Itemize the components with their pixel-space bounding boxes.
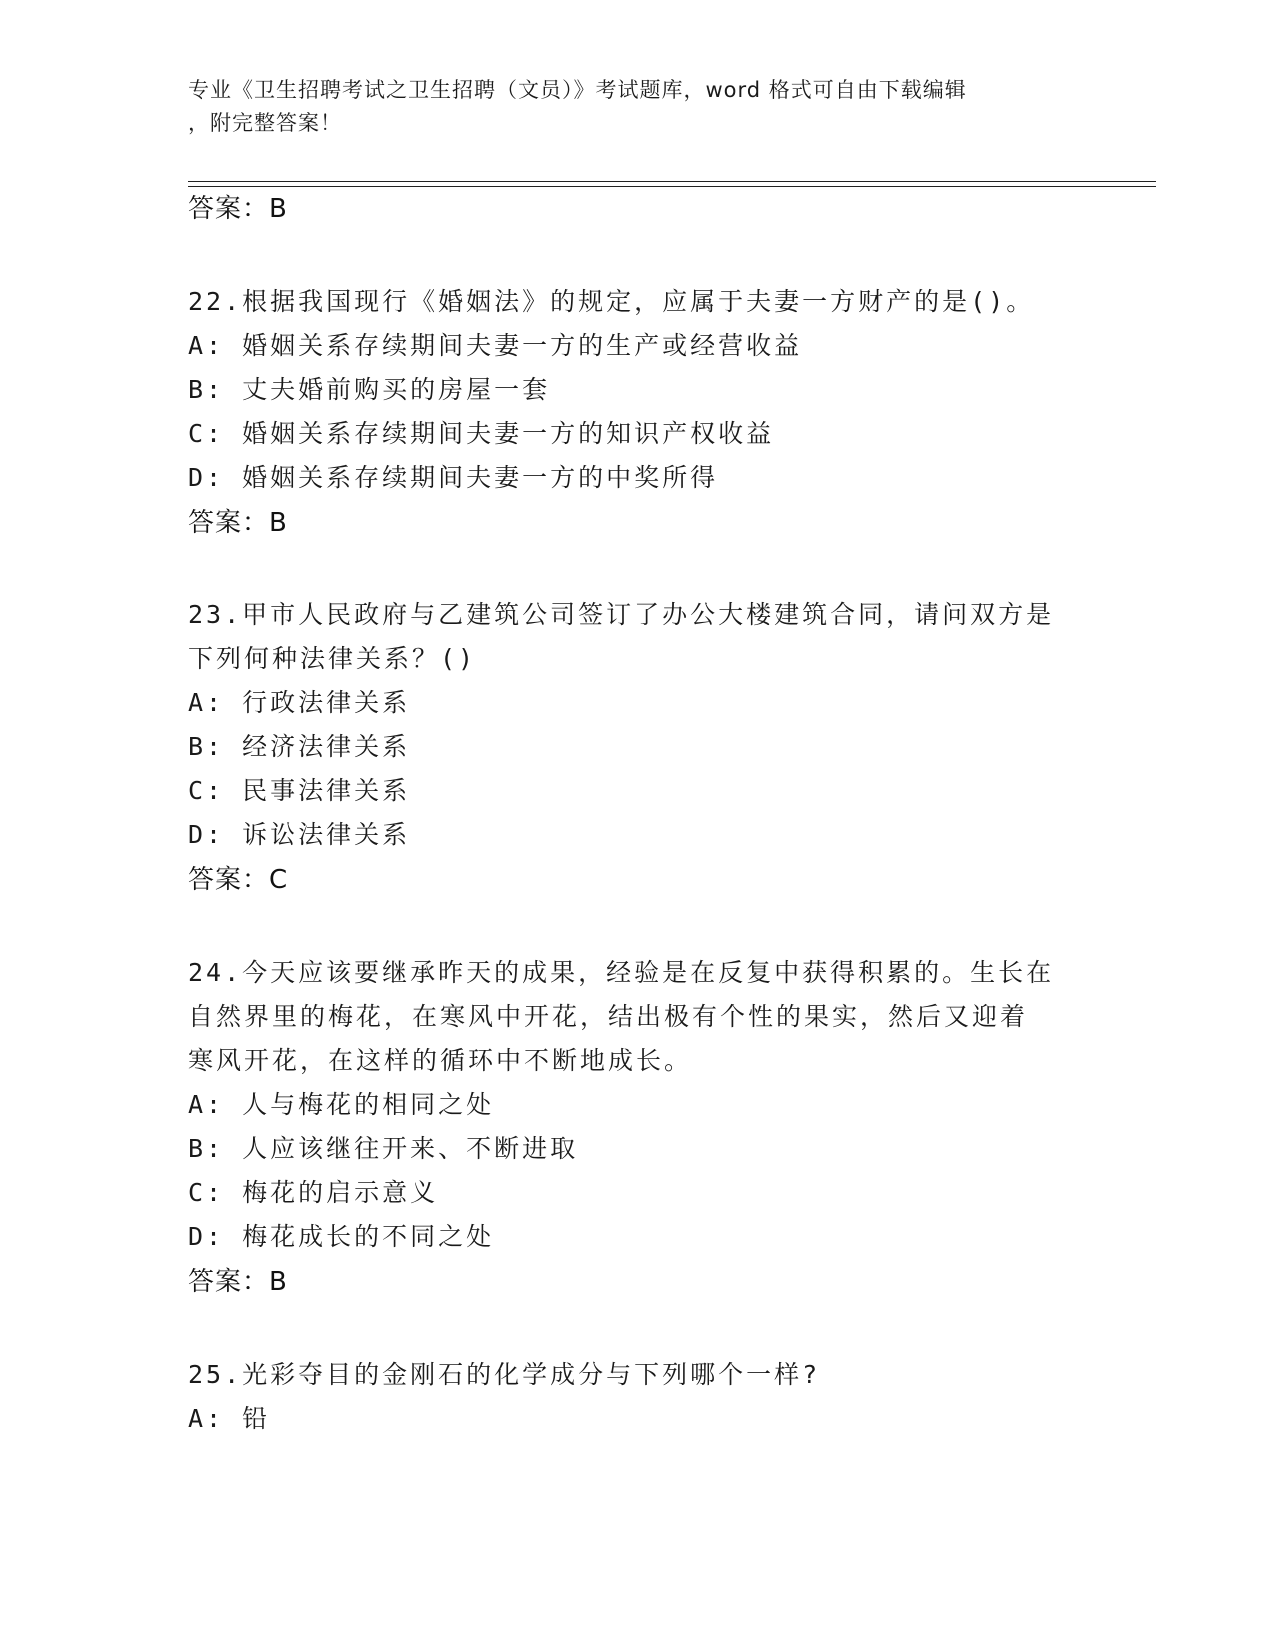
question-24-option-b: B: 人应该继往开来、不断进取 — [188, 1134, 579, 1163]
question-23-option-b: B: 经济法律关系 — [188, 732, 411, 761]
question-23-answer: 答案：C — [188, 865, 289, 895]
question-25-stem: 25.光彩夺目的金刚石的化学成分与下列哪个一样? — [188, 1360, 821, 1389]
previous-answer: 答案：B — [188, 194, 288, 224]
question-22-stem: 22.根据我国现行《婚姻法》的规定，应属于夫妻一方财产的是()。 — [188, 287, 1035, 316]
question-22-option-a: A: 婚姻关系存续期间夫妻一方的生产或经营收益 — [188, 331, 803, 360]
question-22-answer: 答案：B — [188, 508, 288, 538]
question-24-stem-line-3: 寒风开花，在这样的循环中不断地成长。 — [188, 1046, 693, 1075]
question-23-option-d: D: 诉讼法律关系 — [188, 820, 411, 849]
question-24-stem-line-1: 24.今天应该要继承昨天的成果，经验是在反复中获得积累的。生长在 — [188, 958, 1055, 987]
question-23-stem-line-1: 23.甲市人民政府与乙建筑公司签订了办公大楼建筑合同，请问双方是 — [188, 600, 1055, 629]
header-line-2: ，附完整答案！ — [188, 111, 342, 135]
header-divider-top — [188, 181, 1156, 182]
question-25-option-a: A: 铅 — [188, 1404, 271, 1433]
question-22-option-b: B: 丈夫婚前购买的房屋一套 — [188, 375, 551, 404]
question-24-option-a: A: 人与梅花的相同之处 — [188, 1090, 495, 1119]
header-divider-bottom — [188, 186, 1156, 187]
document-header-note — [188, 74, 1088, 140]
question-24-option-d: D: 梅花成长的不同之处 — [188, 1222, 495, 1251]
header-line-1: 专业《卫生招聘考试之卫生招聘（文员）》考试题库，word 格式可自由下载编辑 — [188, 78, 967, 102]
question-24-option-c: C: 梅花的启示意义 — [188, 1178, 439, 1207]
question-24-stem-line-2: 自然界里的梅花，在寒风中开花，结出极有个性的果实，然后又迎着 — [188, 1002, 1029, 1031]
question-23-stem-line-2: 下列何种法律关系？() — [188, 644, 477, 673]
question-22-option-d: D: 婚姻关系存续期间夫妻一方的中奖所得 — [188, 463, 719, 492]
question-23-option-a: A: 行政法律关系 — [188, 688, 411, 717]
question-23-option-c: C: 民事法律关系 — [188, 776, 411, 805]
question-24-answer: 答案：B — [188, 1267, 288, 1297]
question-22-option-c: C: 婚姻关系存续期间夫妻一方的知识产权收益 — [188, 419, 775, 448]
